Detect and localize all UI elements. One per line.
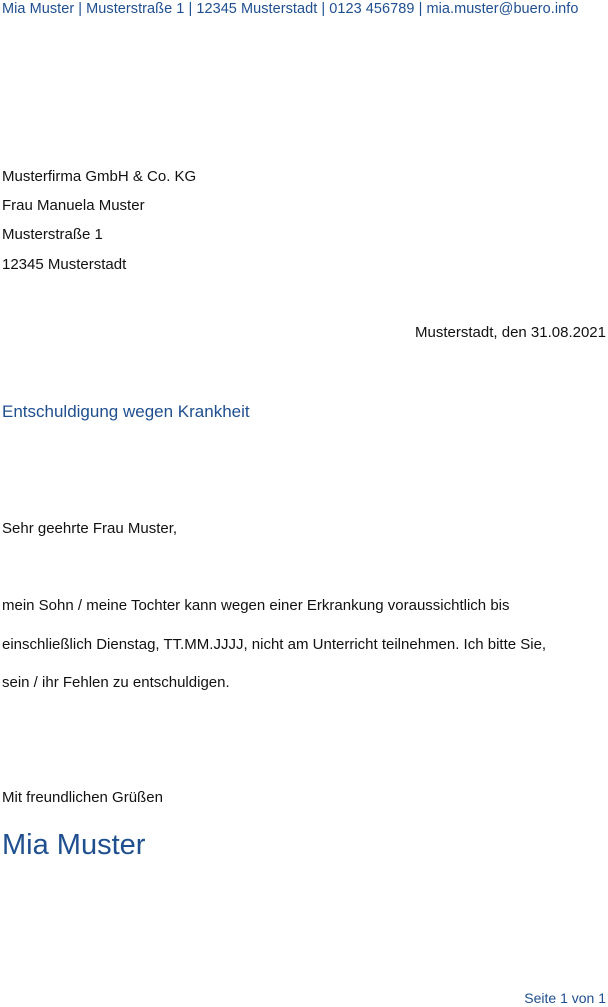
- recipient-street: Musterstraße 1: [2, 226, 103, 243]
- recipient-company: Musterfirma GmbH & Co. KG: [2, 168, 197, 185]
- letter-date: Musterstadt, den 31.08.2021: [415, 324, 606, 341]
- letter-subject: Entschuldigung wegen Krankheit: [2, 402, 250, 421]
- recipient-city: 12345 Musterstadt: [2, 256, 127, 273]
- letter-salutation: Sehr geehrte Frau Muster,: [2, 520, 178, 537]
- body-line: einschließlich Dienstag, TT.MM.JJJJ, nicht am Unterricht teilnehmen. Ich bitte Sie,: [2, 636, 547, 653]
- letter-signature: Mia Muster: [2, 829, 146, 861]
- sender-address-line: Mia Muster | Musterstraße 1 | 12345 Musterstadt | 0123 456789 | mia.muster@buero.info: [2, 1, 579, 17]
- body-line: mein Sohn / meine Tochter kann wegen einer Erkrankung voraussichtlich bis: [2, 597, 510, 614]
- page-number: Seite 1 von 1: [524, 990, 606, 1006]
- letter-closing: Mit freundlichen Grüßen: [2, 789, 163, 806]
- recipient-name: Frau Manuela Muster: [2, 197, 145, 214]
- body-line: sein / ihr Fehlen zu entschuldigen.: [2, 674, 230, 691]
